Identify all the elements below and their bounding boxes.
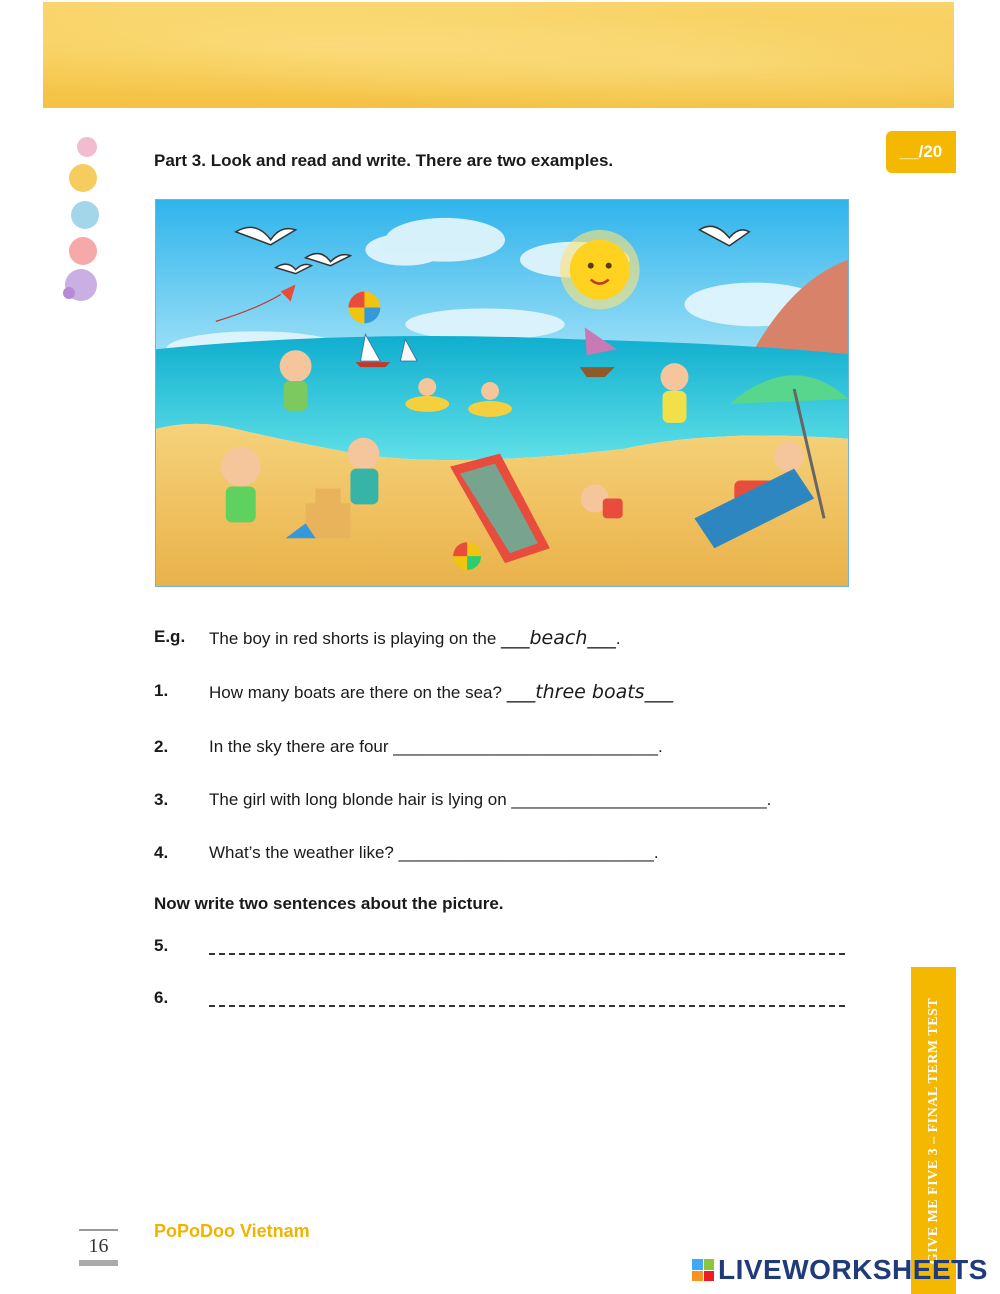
liveworksheets-logo-icon [692,1259,714,1281]
line-number: 6. [154,988,169,1007]
question-end: . [615,629,621,648]
part-title: Part 3. Look and read and write. There are two examples. [154,151,614,170]
answer-text[interactable]: ___beach___ [501,627,616,649]
question-text: How many boats are there on the sea? [209,683,507,702]
question-text: The boy in red shorts is playing on the [209,629,501,648]
page-number-box [79,1229,118,1266]
divider [79,1229,118,1231]
top-banner [43,2,954,108]
answer-line[interactable] [209,953,845,955]
question-number: 3. [154,790,169,809]
question-text[interactable]: The girl with long blonde hair is lying on ___________________________. [209,790,772,809]
answer-line[interactable] [209,1005,845,1007]
liveworksheets-logo [692,1253,988,1287]
score-badge: __/20 [886,131,956,173]
question-number: 2. [154,737,169,756]
liveworksheets-wordmark: LIVEWORKSHEETS [718,1254,988,1285]
side-tab [911,967,956,1294]
answer-text[interactable]: ___three boats___ [506,681,674,703]
beach-ball-icon [453,542,481,570]
writing-section-title: Now write two sentences about the picture. [154,894,504,913]
side-tab-label: GIVE ME FIVE 3 – FINAL TERM TEST [925,997,941,1264]
question-number: 4. [154,843,169,862]
question-text[interactable]: In the sky there are four ____________________________. [209,737,663,756]
page-number: 16 [88,1235,109,1257]
divider [79,1260,118,1266]
question-number: E.g. [154,627,186,646]
sun-icon [560,230,640,310]
beach-ball-icon [348,292,380,324]
footer-brand: PoPoDoo Vietnam [154,1221,310,1241]
question-number: 1. [154,681,169,700]
beach-scene-illustration [155,199,849,587]
question-text[interactable]: What’s the weather like? ___________________________. [209,843,659,862]
line-number: 5. [154,936,169,955]
popodoo-side-logo [55,133,110,308]
